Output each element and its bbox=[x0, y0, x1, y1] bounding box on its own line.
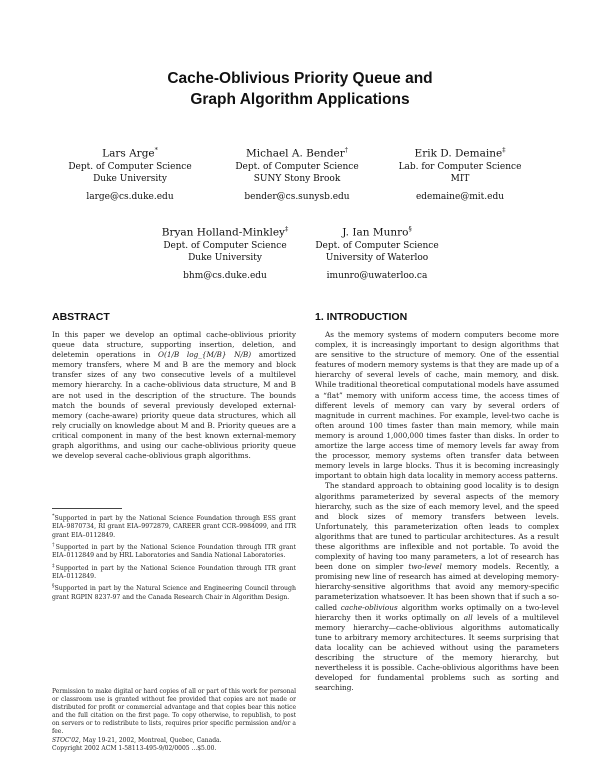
title-line-1: Cache-Oblivious Priority Queue and bbox=[167, 70, 433, 87]
author-email: bender@cs.sunysb.edu bbox=[244, 191, 350, 202]
author-dept: Dept. of Computer Science bbox=[235, 161, 359, 172]
permission-notice bbox=[52, 688, 296, 753]
footnote-4 bbox=[52, 582, 296, 602]
introduction-section bbox=[315, 310, 559, 693]
author-name: Bryan Holland-Minkley bbox=[161, 226, 285, 239]
paper-title bbox=[0, 68, 600, 110]
author-email: imunro@uwaterloo.ca bbox=[326, 270, 428, 281]
introduction-heading: 1. INTRODUCTION bbox=[315, 311, 408, 323]
footnote-3 bbox=[52, 562, 296, 582]
author-inst: Duke University bbox=[188, 252, 262, 263]
footnote-2 bbox=[52, 541, 296, 561]
intro-text: algorithm works optimally on a two-level hierarchy then it works optimally on bbox=[315, 602, 559, 622]
author-block-holland-minkley bbox=[140, 222, 310, 282]
intro-paragraph-2 bbox=[315, 481, 559, 693]
footnote-mark: † bbox=[52, 541, 56, 548]
footnote-text: Supported in part by the Natural Science and Engineering Council through grant RGPIN 8237-97 and the Canada Research Chair in Algorithm Design. bbox=[52, 585, 296, 601]
author-mark: ‡ bbox=[285, 225, 289, 233]
footnote-mark: ‡ bbox=[52, 562, 56, 569]
author-block-demaine bbox=[380, 143, 540, 203]
footnote-mark: * bbox=[52, 513, 55, 519]
footnotes bbox=[52, 512, 296, 602]
author-mark: * bbox=[154, 146, 158, 154]
author-inst: University of Waterloo bbox=[325, 252, 429, 263]
author-email: bhm@cs.duke.edu bbox=[183, 270, 267, 281]
abstract-heading: ABSTRACT bbox=[52, 311, 110, 323]
author-dept: Lab. for Computer Science bbox=[398, 161, 522, 172]
author-block-arge bbox=[50, 143, 210, 203]
footnote-text: Supported in part by the National Science Foundation through ITR grant EIA–0112849. bbox=[52, 564, 297, 580]
footnote-text: Supported in part by the National Science Foundation through ESS grant EIA–9870734, RI grant EIA–9972879, CAREER grant CCR–9984099, and ITR grant EIA–0112849. bbox=[52, 515, 296, 539]
venue-name: STOC'02, bbox=[52, 736, 81, 744]
author-name: J. Ian Munro bbox=[342, 226, 409, 239]
author-name: Michael A. Bender bbox=[245, 147, 345, 160]
footnote-rule bbox=[52, 508, 122, 509]
intro-emphasis: cache-oblivious bbox=[340, 602, 398, 612]
abstract-section bbox=[52, 310, 296, 461]
intro-emphasis: two-level bbox=[408, 562, 442, 572]
author-inst: Duke University bbox=[93, 173, 167, 184]
author-name: Lars Arge bbox=[102, 147, 155, 160]
footnote-text: Supported in part by the National Science Foundation through ITR grant EIA–0112849 and by HRL Laboratories and Sandia National Laboratories. bbox=[52, 544, 297, 560]
title-line-2: Graph Algorithm Applications bbox=[190, 91, 410, 108]
copyright-line: Copyright 2002 ACM 1-58113-495-9/02/0005 ...$5.00. bbox=[52, 744, 217, 752]
abstract-text-1: In this paper we develop an optimal cache-oblivious priority queue data structure, supporting insertion, deletion, and deletemin operations in bbox=[52, 330, 296, 360]
author-dept: Dept. of Computer Science bbox=[68, 161, 192, 172]
author-email: edemaine@mit.edu bbox=[415, 191, 505, 202]
permission-text: Permission to make digital or hard copies of all or part of this work for personal or classroom use is granted without fee provided that copies are not made or distributed for profit or commercial advantage and that copies bear this notice and the full citation on the first page. To copy otherwise, to republish, to post on servers or to redistribute to lists, requires prior specific permission and/or a fee. bbox=[52, 688, 296, 736]
footnote-1 bbox=[52, 512, 296, 540]
author-block-munro bbox=[292, 222, 462, 282]
author-mark: † bbox=[344, 146, 349, 154]
author-dept: Dept. of Computer Science bbox=[163, 240, 287, 251]
intro-text: The standard approach to obtaining good locality is to design algorithms parameterized by several aspects of the memory hierarchy, such as the size of each memory level, and the speed and block sizes of memory transfers between levels. Unfortunately, this parameterization often leads to complex algorithms that are tuned to particular architectures. As a result these algorithms are inflexible and not portable. To avoid the complexity of having too many parameters, a lot of research has been done on simpler bbox=[315, 481, 559, 572]
footnote-mark: § bbox=[52, 583, 55, 590]
author-dept: Dept. of Computer Science bbox=[315, 240, 439, 251]
abstract-formula: O(1/B log_{M/B} N/B) bbox=[157, 350, 252, 360]
abstract-text-2: amortized memory transfers, where M and B are the memory and block transfer sizes of any two consecutive levels of a multilevel memory hierarchy. In a cache-oblivious data structure, M and B are not used in the description of the structure. The bounds match the bounds of several previously developed external-memory (cache-aware) priority queue data structures, which all rely crucially on knowledge about M and B. Priority queues are a critical component in many of the best known external-memory graph algorithms, and using our cache-oblivious priority queue we develop several cache-oblivious graph algorithms. bbox=[52, 350, 296, 461]
author-inst: MIT bbox=[450, 173, 470, 184]
author-block-bender bbox=[217, 143, 377, 203]
intro-text: memory models. Recently, a promising new line of research has aimed at developing memory-hierarchy-sensitive algorithms that avoid any memory-specific parameterization whatsoever. It has been shown that if such a so-called bbox=[315, 562, 559, 612]
author-inst: SUNY Stony Brook bbox=[253, 173, 341, 184]
intro-text: levels of a multilevel memory hierarchy—cache-oblivious algorithms automatically tune to arbitrary memory architectures. It seems surprising that data locality can be achieved without using the parameters describing the structure of the memory hierarchy, but nevertheless it is possible. Cache-oblivious algorithms have been developed for fundamental problems such as sorting and searching. bbox=[315, 612, 559, 693]
intro-paragraph-1: As the memory systems of modern computers become more complex, it is increasingly important to design algorithms that are sensitive to the structure of memory. One of the essential features of modern memory systems is that they are made up of a hierarchy of several levels of cache, main memory, and disk. While traditional theoretical computational models have assumed a “flat” memory with uniform access time, the access times of different levels of memory can vary by several orders of magnitude in current machines. For example, level-two cache is often around 100 times faster than main memory, while main memory is around 1,000,000 times faster than disks. In order to amortize the large access time of memory levels far away from the processor, memory systems often transfer data between memory levels in large blocks. Thus it is becoming increasingly important to obtain high data locality in memory access patterns. bbox=[315, 330, 559, 481]
author-mark: § bbox=[408, 225, 412, 233]
abstract-body bbox=[52, 330, 296, 461]
author-email: large@cs.duke.edu bbox=[86, 191, 174, 202]
author-name: Erik D. Demaine bbox=[414, 147, 503, 160]
intro-emphasis: all bbox=[463, 612, 473, 622]
venue-details: May 19-21, 2002, Montreal, Quebec, Canada. bbox=[80, 736, 222, 744]
venue-line bbox=[52, 737, 296, 745]
author-mark: ‡ bbox=[502, 146, 506, 154]
